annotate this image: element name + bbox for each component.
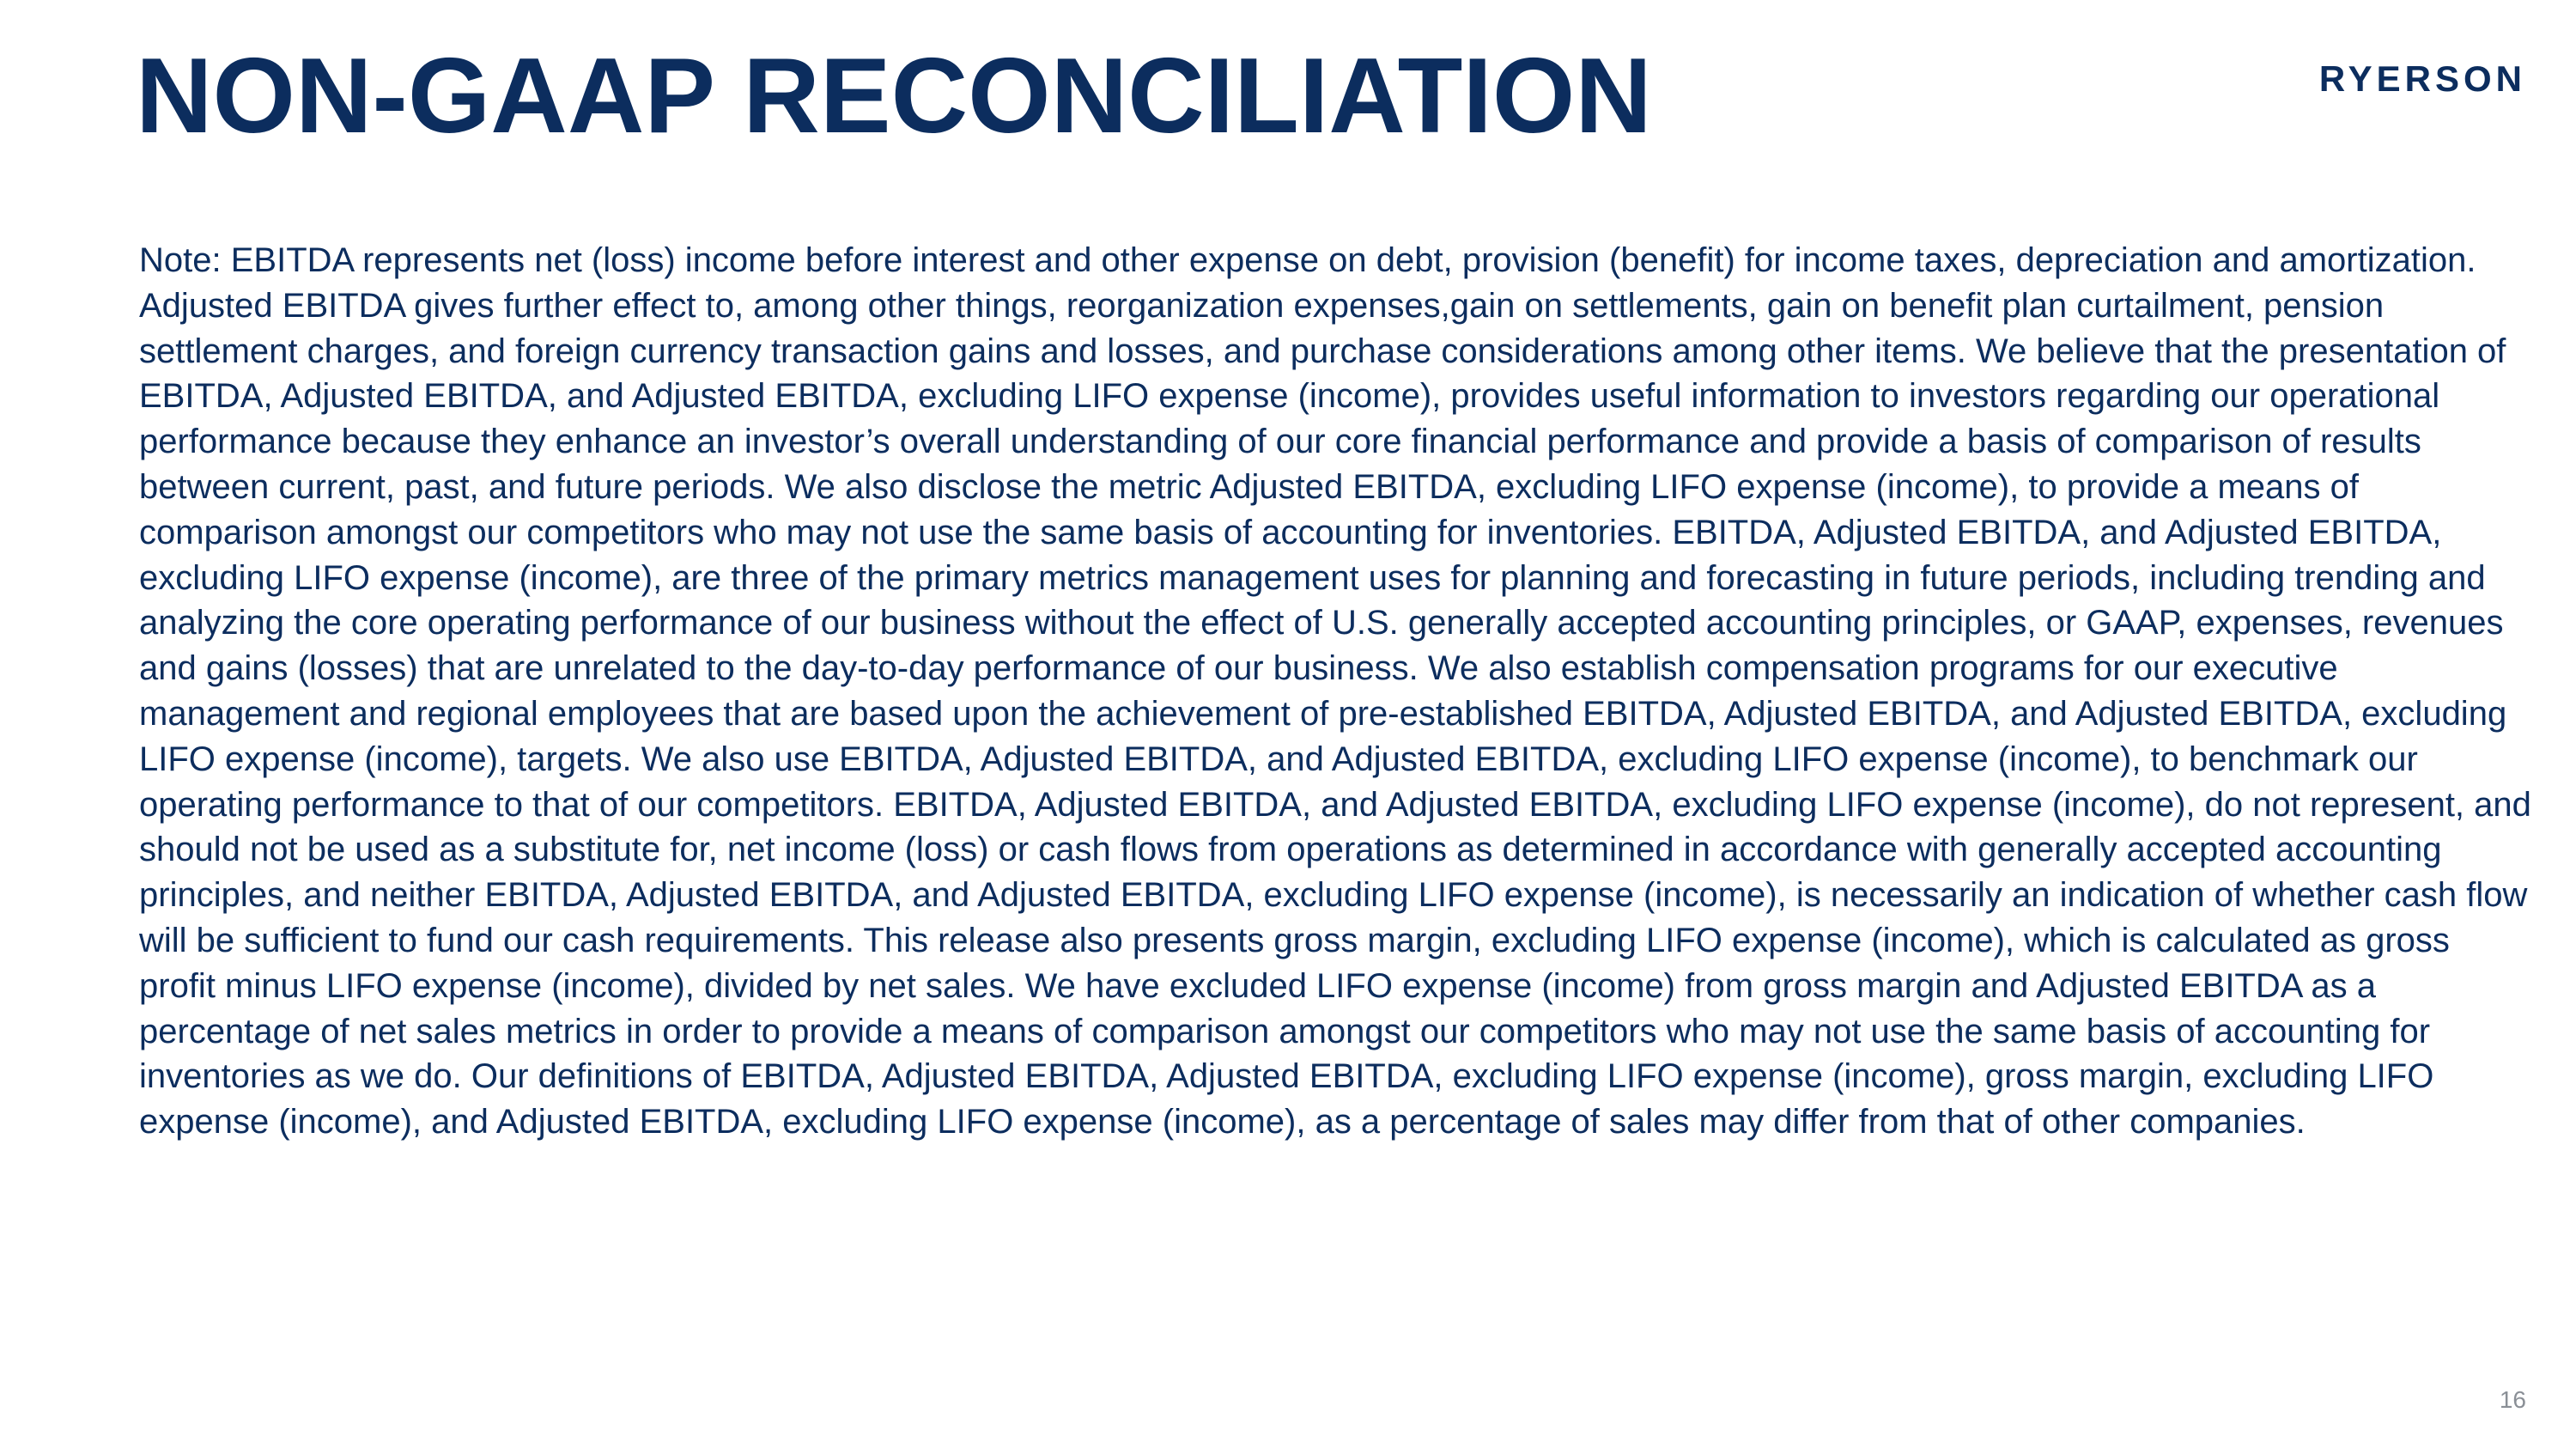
page-number: 16 — [2499, 1386, 2526, 1413]
note-paragraph: Note: EBITDA represents net (loss) income before interest and other expense on debt, provision (benefit) for income taxes, depreciation and amortization. Adjusted EBITDA gives further effect to, among other things, reorganization expenses,gain on settlements, gain on benefit plan curtailment, pension settlement charges, and foreign currency transaction gains and losses, and purchase considerations among other items. We believe that the presentation of EBITDA, Adjusted EBITDA, and Adjusted EBITDA, excluding LIFO expense (income), provides useful information to investors regarding our operational performance because they enhance an investor’s overall understanding of our core financial performance and provide a basis of comparison of results between current, past, and future periods. We also disclose the metric Adjusted EBITDA, excluding LIFO expense (income), to provide a means of comparison amongst our competitors who may not use the same basis of accounting for inventories. EBITDA, Adjusted EBITDA, and Adjusted EBITDA, excluding LIFO expense (income), are three of the primary metrics management uses for planning and forecasting in future periods, including trending and analyzing the core operating performance of our business without the effect of U.S. generally accepted accounting principles, or GAAP, expenses, revenues and gains (losses) that are unrelated to the day-to-day performance of our business. We also establish compensation programs for our executive management and regional employees that are based upon the achievement of pre-established EBITDA, Adjusted EBITDA, and Adjusted EBITDA, excluding LIFO expense (income), targets. We also use EBITDA, Adjusted EBITDA, and Adjusted EBITDA, excluding LIFO expense (income), to benchmark our operating performance to that of our competitors. EBITDA, Adjusted EBITDA, and Adjusted EBITDA, excluding LIFO expense (income), do not represent, and should not be used as a substitute for, net income (loss) or cash flows from operations as determined in accordance with generally accepted accounting principles, and neither EBITDA, Adjusted EBITDA, and Adjusted EBITDA, excluding LIFO expense (income), is necessarily an indication of whether cash flow will be sufficient to fund our cash requirements. This release also presents gross margin, excluding LIFO expense (income), which is calculated as gross profit minus LIFO expense (income), divided by net sales. We have excluded LIFO expense (income) from gross margin and Adjusted EBITDA as a percentage of net sales metrics in order to provide a means of comparison amongst our competitors who may not use the same basis of accounting for inventories as we do. Our definitions of EBITDA, Adjusted EBITDA, Adjusted EBITDA, excluding LIFO expense (income), gross margin, excluding LIFO expense (income), and Adjusted EBITDA, excluding LIFO expense (income), as a percentage of sales may differ from that of other companies. — [139, 241, 2531, 1142]
slide-title: NON-GAAP RECONCILIATION — [136, 37, 1652, 155]
ryerson-logo: RYERSON — [2318, 58, 2526, 99]
